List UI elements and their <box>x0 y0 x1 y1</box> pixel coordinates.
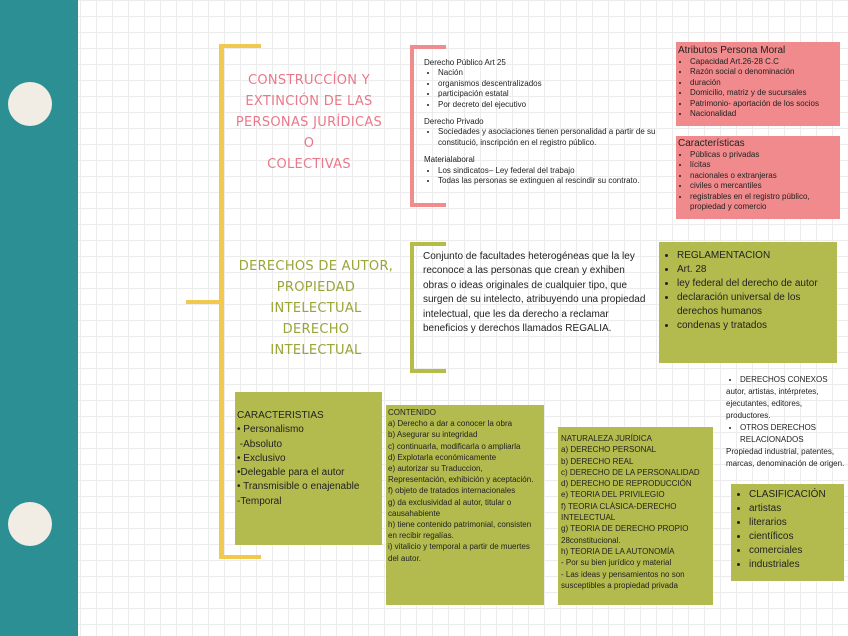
box-line: d) Explotarla económicamente <box>388 452 497 462</box>
list-item: • comerciales <box>749 544 840 558</box>
list-item: • Públicas o privadas <box>690 150 840 160</box>
laboral-heading: Materialaboral <box>424 155 475 165</box>
clasificacion-box <box>731 484 844 581</box>
caracteristicas-heading: Características <box>678 138 745 149</box>
branch1-bracket-bottom <box>410 203 446 207</box>
bracket-bottom-tick <box>219 555 261 559</box>
box-line: NATURALEZA JURÍDICA <box>561 434 652 443</box>
list-item: • declaración universal de los derechos humanos <box>677 291 833 319</box>
list-item: • literarios <box>749 516 840 530</box>
caracteristicas-box <box>676 136 840 219</box>
list-item: • Razón social o denominación <box>690 67 840 77</box>
box-line: d) DERECHO DE REPRODUCCIÓN <box>561 479 692 489</box>
root-connector <box>186 300 222 304</box>
branch1-bracket <box>410 45 414 207</box>
list-item: • OTROS DERECHOS RELACIONADOS <box>740 422 846 446</box>
box-line: - Las ideas y pensamientos no son susceptibles a propiedad privada <box>561 569 685 590</box>
list-item: • registrables en el registro público, propiedad y comercio <box>690 192 840 213</box>
branch2-bracket <box>410 242 414 373</box>
box-line: i) vitalicio y temporal a partir de muertes del autor. <box>388 542 530 563</box>
list-item: • Nacionalidad <box>690 109 840 119</box>
box-line: g) da exclusividad al autor, titular o causahabiente <box>388 497 512 518</box>
box-line: g) TEORIA DE DERECHO PROPIO 28constitucional. <box>561 524 689 545</box>
branch2-bracket-bottom <box>410 369 446 373</box>
list-item: • Todas las personas se extinguen al rescindir su contrato. <box>438 176 664 186</box>
naturaleza-box <box>558 427 713 605</box>
list-item: • artistas <box>749 502 840 516</box>
list-item: • lícitas <box>690 160 840 170</box>
list-item: • DERECHOS CONEXOS <box>740 374 846 386</box>
box-line: • Exclusivo <box>237 452 286 464</box>
list-item: • participación estatal <box>438 89 664 99</box>
box-line: CONTENIDO <box>388 408 436 417</box>
box-line: h) tiene contenido patrimonial, consisten en recibir regalías. <box>388 520 532 541</box>
binder-hole-bottom <box>8 502 52 546</box>
branch2-bracket-top <box>410 242 446 246</box>
main-bracket <box>219 44 224 559</box>
binder-hole-top <box>8 82 52 126</box>
branch2-title: DERECHOS DE AUTOR, PROPIEDAD INTELECTUAL DERECHO INTELECTUAL <box>238 259 394 358</box>
box-line: -Temporal <box>237 495 282 507</box>
branch1-bracket-top <box>410 45 446 49</box>
list-item: • REGLAMENTACION <box>677 249 833 263</box>
box-line: c) DERECHO DE LA PERSONALIDAD <box>561 467 700 477</box>
box-line: e) autorizar su Traduccion, Representación, exhibición y aceptación. <box>388 464 534 485</box>
box-line: •Delegable para el autor <box>237 467 345 479</box>
branch1-details <box>424 58 664 186</box>
atributos-heading: Atributos Persona Moral <box>678 45 786 56</box>
list-item: • Sociedades y asociaciones tienen personalidad a partir de su constitució, inscripción en el registro público. <box>438 127 664 148</box>
box-line: b) Asegurar su integridad <box>388 430 478 440</box>
list-item: • nacionales o extranjeras <box>690 171 840 181</box>
list-item: • civiles o mercantiles <box>690 181 840 191</box>
list-item: • industriales <box>749 558 840 572</box>
list-item: • científicos <box>749 530 840 544</box>
list-item: • CLASIFICACIÓN <box>749 488 840 502</box>
box-line: CARACTERISTIAS <box>237 410 324 421</box>
list-item: • duración <box>690 78 840 88</box>
box-line: • Transmisible o enajenable <box>237 481 360 493</box>
list-item: • Art. 28 <box>677 263 833 277</box>
box-line: • Personalismo <box>237 424 304 436</box>
box-line: f) objeto de tratados internacionales <box>388 486 516 496</box>
box-line: f) TEORIA CLÁSICA-DERECHO INTELECTUAL <box>561 501 677 523</box>
list-item: • ley federal del derecho de autor <box>677 277 833 291</box>
box-line: a) Derecho a dar a conocer la obra <box>388 419 513 429</box>
branch1-title: CONSTRUCCÍON Y EXTINCIÓN DE LAS PERSONAS JURÍDICAS O COLECTIVAS <box>235 73 383 172</box>
relacionados-text: Propiedad industrial, patentes, marcas, denominación de origen. <box>726 447 845 468</box>
box-line: -Absoluto <box>237 438 283 450</box>
box-line: c) continuarla, modificarla o ampliarla <box>388 441 521 451</box>
box-line: h) TEORIA DE LA AUTONOMÍA <box>561 546 675 556</box>
conexos-block <box>726 374 846 470</box>
list-item: • Capacidad Art.26-28 C.C <box>690 57 840 67</box>
atributos-box <box>676 42 840 126</box>
box-line: b) DERECHO REAL <box>561 456 634 466</box>
list-item: • Por decreto del ejecutivo <box>438 100 664 110</box>
privado-heading: Derecho Privado <box>424 117 484 127</box>
list-item: • condenas y tratados <box>677 319 833 333</box>
list-item: • Domicilio, matriz y de sucursales <box>690 88 840 98</box>
bracket-top-tick <box>219 44 261 48</box>
list-item: • Nación <box>438 68 664 78</box>
reglamentacion-box <box>659 242 837 363</box>
list-item: • Patrimonio- aportación de los socios <box>690 99 840 109</box>
list-item: • organismos descentralizados <box>438 79 664 89</box>
contenido-box <box>386 405 544 605</box>
branch3-caracteristicas-box <box>235 392 382 545</box>
box-line: a) DERECHO PERSONAL <box>561 445 657 455</box>
list-item: • Los sindicatos– Ley federal del trabajo <box>438 166 664 176</box>
conexos-text: autor, artistas, intérpretes, ejecutantes, editores, productores. <box>726 387 819 420</box>
publico-heading: Derecho Público Art 25 <box>424 58 506 67</box>
branch2-definition: Conjunto de facultades heterogéneas que la ley reconoce a las personas que crean y exhiben obras o ideas originales de cualquier tipo, que surgen de su intelecto, atribuyendo una propiedad intelectual, que les da derecho a reclamar beneficios y derechos llamados REGALIA. <box>423 251 646 335</box>
box-line: - Por su bien jurídico y material <box>561 558 672 568</box>
box-line: e) TEORIA DEL PRIVILEGIO <box>561 490 665 500</box>
